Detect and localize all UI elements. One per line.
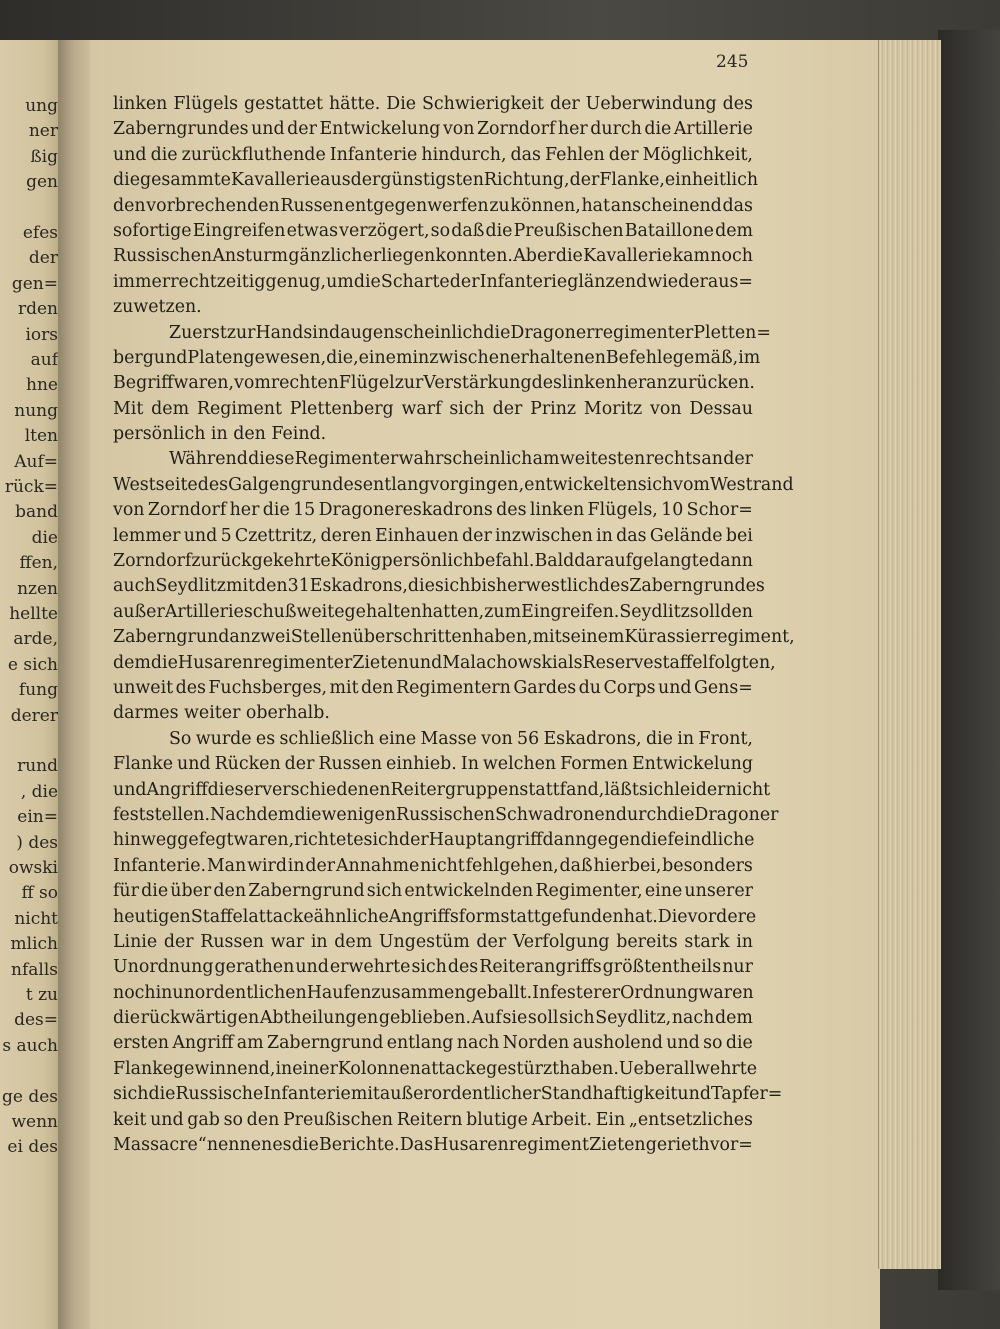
text-line: keit und gab so den Preußischen Reitern blutige Arbeit. Ein „entsetzliches (113, 1109, 753, 1130)
text-line: berg und Platen gewesen, die, einem inzwischen erhaltenen Befehle gemäß, im (113, 347, 761, 368)
text-line: Unordnung gerathen und erwehrte sich des Reiterangriffs größtentheils nur (113, 957, 753, 978)
text-line: Mit dem Regiment Plettenberg warf sich der Prinz Moritz von Dessau (113, 398, 753, 419)
text-line: Massacre“ nennen es die Berichte. Das Husarenregiment Zieten gerieth vor= (113, 1135, 753, 1156)
text-line: darmes weiter oberhalb. (113, 703, 330, 724)
left-page-fragment: ung (25, 96, 58, 116)
text-line: Zaberngrund an zwei Stellen überschritten haben, mit seinem Kürassierregiment, (113, 627, 795, 648)
text-line: von Zorndorf her die 15 Dragonereskadrons des linken Flügels, 10 Schor= (113, 500, 753, 521)
left-page-fragment: ffen, (19, 553, 58, 574)
left-page-fragment: fung (18, 680, 58, 701)
left-page-fragment: gen= (11, 273, 58, 294)
text-line: Flanke und Rücken der Russen einhieb. In welchen Formen Entwickelung (113, 754, 753, 775)
text-line: außer Artillerieschußweite gehalten hatten, zum Eingreifen. Seydlitz soll den (113, 601, 753, 622)
left-page-fragment: ge des (1, 1086, 58, 1107)
book-cover-edge (938, 30, 1000, 1290)
left-page-fragment: die (31, 527, 58, 548)
left-page-fragment: band (15, 502, 58, 523)
left-page-fragment: hne (26, 375, 58, 396)
text-line: Begriff waren, vom rechten Flügel zur Verstärkung des linken heranzurücken. (113, 373, 755, 394)
left-page-fragment: ) des (16, 832, 58, 853)
left-page-fragment: rück= (4, 477, 58, 497)
left-page-fragment: owski (8, 858, 58, 878)
left-page-fragment: rund (17, 756, 58, 777)
text-line: linken Flügels gestattet hätte. Die Schwierigkeit der Ueberwindung des (113, 94, 753, 114)
left-page-fragment: des= (14, 1010, 58, 1031)
text-line: Westseite des Galgengrundes entlang vorgingen, entwickelten sich vom Westrand (113, 474, 794, 495)
text-line: persönlich in den Feind. (113, 424, 327, 445)
left-page-fragment: ein= (17, 807, 58, 828)
text-line: noch in unordentlichen Haufen zusammengeballt. In festerer Ordnung waren (113, 982, 754, 1003)
left-page-fragment: derer (10, 705, 58, 726)
left-page-fragment: ner (28, 121, 58, 142)
left-page-fragment: gen (26, 172, 58, 193)
text-line: hinweggefegt waren, richtete sich der Hauptangriff dann gegen die feindliche (113, 830, 755, 851)
left-page-fragment: nicht (14, 908, 58, 929)
left-facing-page (0, 40, 62, 1329)
left-page-fragment: ßig (30, 146, 58, 167)
text-line: heutigen Staffelattacke ähnliche Angriffsform stattgefunden hat. Die vordere (113, 906, 757, 927)
text-line: ersten Angriff am Zaberngrund entlang nach Norden ausholend und so die (113, 1033, 753, 1054)
text-line: auch Seydlitz mit den 31 Eskadrons, die sich bisher westlich des Zaberngrundes (113, 576, 765, 597)
left-page-fragment: iors (25, 324, 58, 345)
text-line: dem die Husarenregimenter Zieten und Malachowski als Reservestaffel folgten, (113, 652, 776, 673)
text-line: den vorbrechenden Russen entgegenwerfen zu können, hat anscheinend das (113, 195, 753, 216)
left-page-fragment: nzen (17, 578, 58, 599)
text-line: lemmer und 5 Czettritz, deren Einhauen der inzwischen in das Gelände bei (113, 525, 753, 546)
text-line: Russischen Ansturm gänzlich erliegen konnten. Aber die Kavallerie kam noch (113, 246, 753, 267)
left-page-fragment: nung (14, 400, 58, 421)
text-line: die gesammte Kavallerie aus der günstigsten Richtung, der Flanke, einheitlich (113, 170, 759, 191)
left-page-fragment: lten (24, 426, 58, 447)
left-page-fragment: , die (20, 781, 58, 802)
left-page-fragment: Auf= (14, 451, 58, 472)
text-line: Zaberngrundes und der Entwickelung von Zorndorf her durch die Artillerie (113, 119, 753, 140)
text-line: Während diese Regimenter wahrscheinlich am weitesten rechts an der (169, 449, 753, 470)
left-page-fragment: ff so (21, 883, 58, 904)
text-line: Zuerst zur Hand sind augenscheinlich die Dragonerregimenter Pletten= (169, 322, 771, 343)
text-line: So wurde es schließlich eine Masse von 56 Eskadrons, die in Front, (169, 728, 753, 749)
left-page-fragment: rden (17, 299, 58, 320)
left-page-fragment: nfalls (11, 959, 58, 980)
left-page-fragment: mlich (10, 934, 58, 955)
text-line: zuwetzen. (113, 297, 202, 318)
left-page-fragment: s auch (2, 1035, 58, 1056)
body-text (113, 92, 795, 1158)
page-edges (878, 40, 941, 1269)
left-page-fragment: der (28, 248, 58, 269)
text-line: unweit des Fuchsberges, mit den Regimentern Gardes du Corps und Gens= (113, 677, 753, 698)
left-page-fragment: e sich (7, 654, 58, 675)
page-number: 245 (716, 52, 749, 72)
text-line: feststellen. Nachdem die wenigen Russischen Schwadronen durch die Dragoner (113, 804, 779, 825)
text-line: Flanke gewinnend, in einer Kolonnenattacke gestürzt haben. Ueberall wehrte (113, 1058, 758, 1079)
text-line: und die zurückfluthende Infanterie hindurch, das Fehlen der Möglichkeit, (113, 144, 753, 165)
text-line: für die über den Zaberngrund sich entwickelnden Regimenter, eine unserer (113, 881, 753, 902)
text-line: Linie der Russen war in dem Ungestüm der Verfolgung bereits stark in (113, 931, 753, 952)
left-page-fragment: t zu (25, 985, 58, 1005)
left-page-fragment: ei des (7, 1137, 58, 1158)
left-page-fragment: arde, (13, 629, 58, 650)
left-page-fragment: efes (22, 223, 58, 243)
text-line: immer rechtzeitig genug, um die Scharte der Infanterie glänzend wieder aus= (113, 271, 753, 292)
text-line: Zorndorf zurückgekehrte König persönlich befahl. Bald darauf gelangte dann (113, 551, 753, 572)
text-line: sich die Russische Infanterie mit außerordentlicher Standhaftigkeit und Tapfer= (113, 1084, 783, 1105)
text-line: sofortige Eingreifen etwas verzögert, so daß die Preußischen Bataillone dem (113, 220, 753, 241)
text-line: Infanterie. Man wird in der Annahme nicht fehlgehen, daß hierbei, besonders (113, 855, 753, 876)
text-line: und Angriff dieser verschiedenen Reitergruppen stattfand, läßt sich leider nicht (113, 779, 771, 800)
text-line: die rückwärtigen Abtheilungen geblieben. Auf sie soll sich Seydlitz, nach dem (113, 1008, 753, 1029)
left-page-fragment: wenn (11, 1112, 58, 1132)
left-page-fragment: auf (30, 350, 58, 370)
left-page-fragment: hellte (9, 604, 58, 624)
